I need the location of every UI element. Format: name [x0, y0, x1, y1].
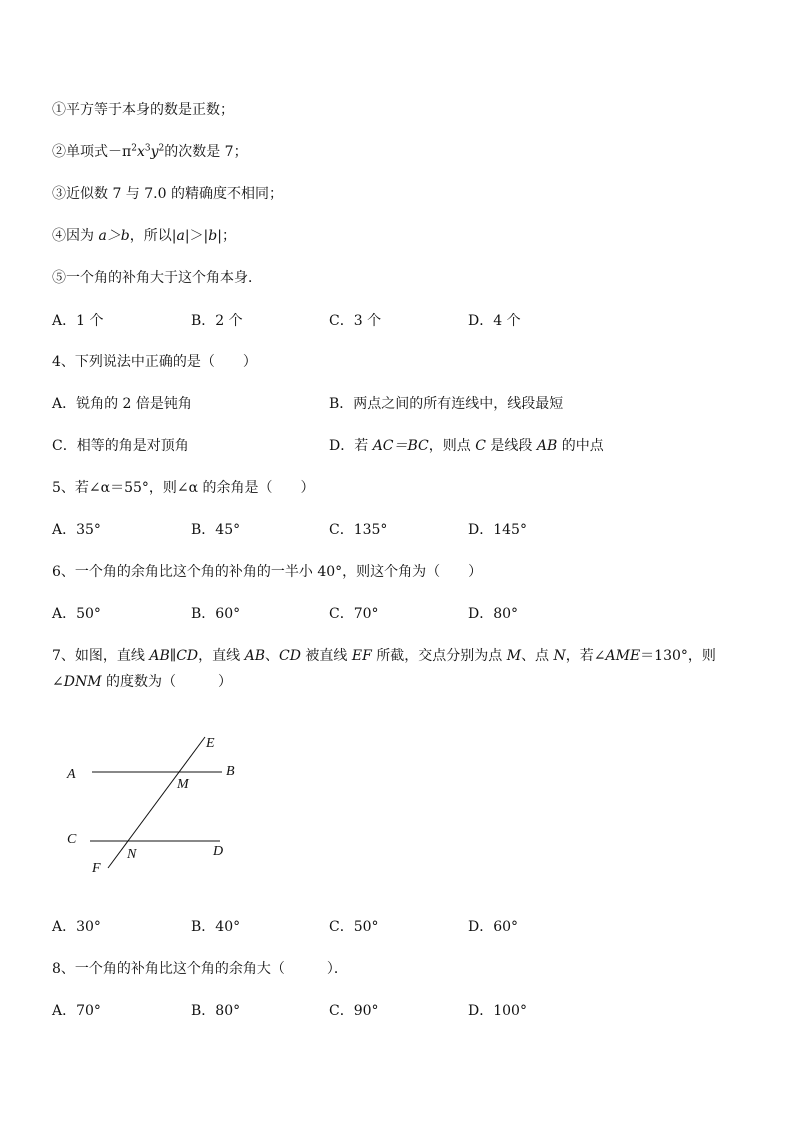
q7-stem-n: N — [553, 648, 566, 664]
q7-stem-part: ，若∠ — [565, 648, 606, 664]
q7-stem-angle: ∠ — [52, 674, 64, 690]
q7-stem-dnm: DNM — [63, 674, 102, 690]
statement-2-suffix: 的次数是 7； — [164, 144, 248, 160]
statement-4-mid: ，所以| — [129, 228, 177, 244]
q7-stem-part: ＝130°，则 — [640, 648, 716, 664]
q7-stem-line-1 — [52, 647, 716, 665]
statement-5: ⑤一个角的补角大于这个角本身． — [52, 270, 262, 286]
q7-option-a[interactable]: A．30° — [52, 919, 101, 935]
statement-4-suffix: |； — [217, 228, 236, 244]
q7-option-c[interactable]: C．50° — [329, 919, 379, 935]
q3-option-a[interactable]: A．1 个 — [52, 313, 104, 329]
q4-option-d-mid2: 是线段 — [485, 438, 537, 454]
q8-option-a[interactable]: A．70° — [52, 1003, 101, 1019]
statement-2-prefix: ②单项式－π — [52, 144, 132, 160]
statement-3: ③近似数 7 与 7.0 的精确度不相同； — [52, 186, 283, 202]
statement-2-exp-pi: 2 — [131, 143, 137, 154]
q8-stem: 8、一个角的补角比这个角的余角大（ ）． — [52, 961, 348, 977]
q4-option-d-suffix: 的中点 — [557, 438, 604, 454]
statement-1: ①平方等于本身的数是正数； — [52, 102, 234, 118]
q7-stem-tail: 的度数为（ ） — [101, 674, 232, 690]
q5-option-b[interactable]: B．45° — [191, 522, 241, 538]
q7-option-d[interactable]: D．60° — [468, 919, 519, 935]
q4-option-c[interactable]: C．相等的角是对顶角 — [52, 438, 189, 454]
q7-option-b[interactable]: B．40° — [191, 919, 241, 935]
q7-figure — [55, 730, 275, 880]
statement-2-var-x: x — [136, 144, 145, 160]
q3-option-d[interactable]: D．4 个 — [468, 313, 521, 329]
q7-stem-ab: AB — [244, 648, 266, 664]
label-a: A — [67, 767, 76, 782]
label-n: N — [127, 847, 137, 862]
statement-4-prefix: ④因为 — [52, 228, 99, 244]
q5-stem: 5、若∠α＝55°，则∠α 的余角是（ ） — [52, 480, 315, 496]
line-ef — [108, 737, 205, 868]
q8-option-c[interactable]: C．90° — [329, 1003, 379, 1019]
q4-option-d-c: C — [475, 438, 486, 454]
statement-2 — [52, 143, 248, 161]
label-b: B — [226, 764, 235, 779]
q6-option-d[interactable]: D．80° — [468, 606, 519, 622]
label-m: M — [177, 777, 189, 792]
q7-stem-part: ，直线 — [198, 648, 245, 664]
q6-option-c[interactable]: C．70° — [329, 606, 379, 622]
label-c: C — [67, 832, 77, 847]
q5-option-c[interactable]: C．135° — [329, 522, 388, 538]
q7-stem-part: 、点 — [521, 648, 554, 664]
q7-stem-cd: CD — [279, 648, 301, 664]
q3-option-b[interactable]: B．2 个 — [191, 313, 243, 329]
q4-option-d-ab: AB — [536, 438, 558, 454]
statement-4-b: b — [208, 228, 218, 244]
q8-option-b[interactable]: B．80° — [191, 1003, 241, 1019]
q5-option-d[interactable]: D．145° — [468, 522, 527, 538]
q4-option-d-prefix: D．若 — [329, 438, 373, 454]
q7-stem-part: 7、如图，直线 — [52, 648, 150, 664]
q7-stem-ef: EF — [351, 648, 372, 664]
statement-2-var-y: y — [150, 144, 159, 160]
statement-4 — [52, 227, 236, 245]
q4-option-b[interactable]: B．两点之间的所有连线中，线段最短 — [329, 396, 564, 412]
q8-option-d[interactable]: D．100° — [468, 1003, 527, 1019]
label-f: F — [92, 861, 101, 876]
q4-stem: 4、下列说法中正确的是（ ） — [52, 354, 257, 370]
q7-stem-part: 被直线 — [300, 648, 352, 664]
statement-4-condition: a＞b — [98, 228, 130, 244]
q7-stem-ame: AME — [605, 648, 641, 664]
q7-stem-line-2 — [52, 673, 232, 691]
q6-option-a[interactable]: A．50° — [52, 606, 101, 622]
q4-option-d-mid: ，则点 — [428, 438, 476, 454]
q6-option-b[interactable]: B．60° — [191, 606, 241, 622]
q6-stem: 6、一个角的余角比这个角的补角的一半小 40°，则这个角为（ ） — [52, 564, 483, 580]
statement-2-exp-x: 3 — [144, 143, 151, 154]
statement-2-exp-y: 2 — [158, 143, 165, 154]
q7-stem-parallel: AB∥CD — [149, 648, 199, 664]
statement-4-a: a — [176, 228, 185, 244]
q3-option-c[interactable]: C．3 个 — [329, 313, 382, 329]
q4-option-d-eq: AC＝BC — [372, 438, 429, 454]
q7-stem-m: M — [506, 648, 522, 664]
q4-option-d[interactable] — [329, 437, 604, 455]
q7-stem-part: 、 — [265, 648, 280, 664]
label-e: E — [206, 736, 215, 751]
q4-option-a[interactable]: A．锐角的 2 倍是钝角 — [52, 396, 192, 412]
statement-4-gt: |＞| — [184, 228, 209, 244]
q7-stem-part: 所截，交点分别为点 — [371, 648, 507, 664]
label-d: D — [213, 844, 224, 859]
q5-option-a[interactable]: A．35° — [52, 522, 101, 538]
